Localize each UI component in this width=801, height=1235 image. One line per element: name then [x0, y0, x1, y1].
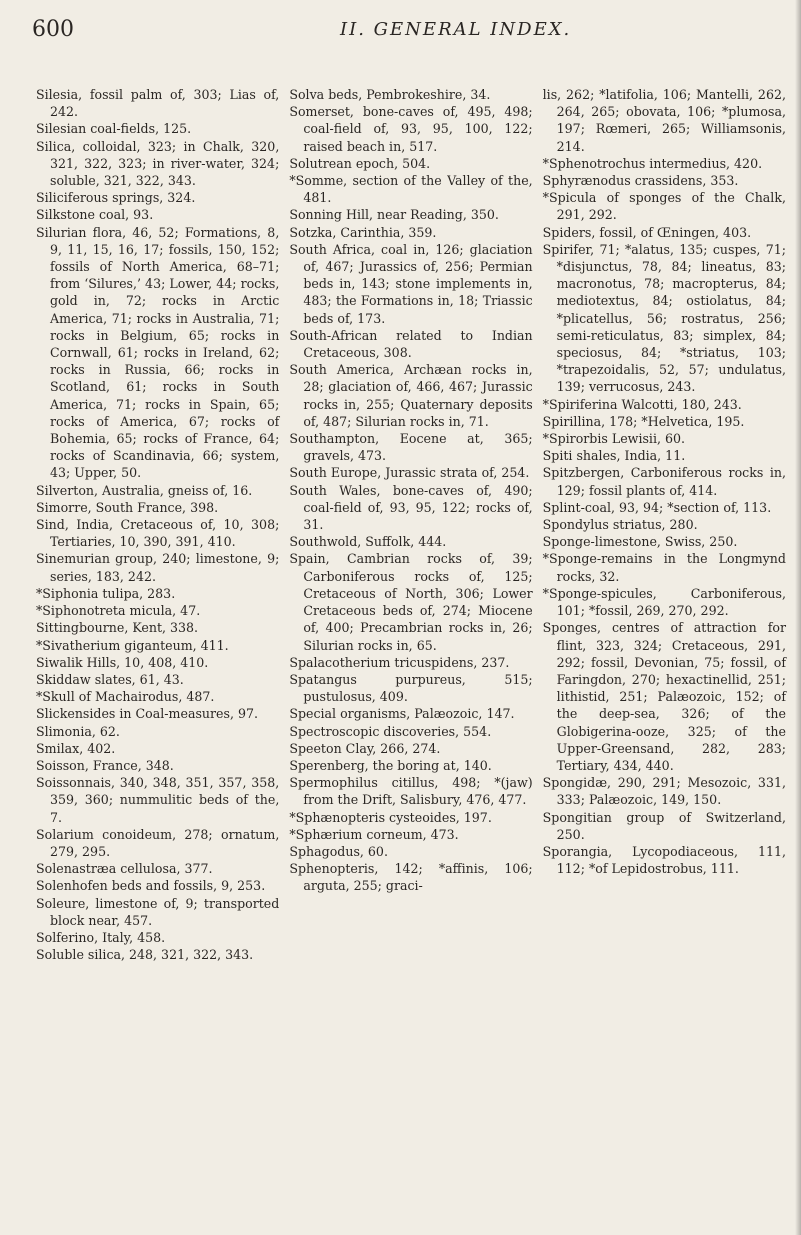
index-entry: South-African related to Indian Cretaceous, 308. [289, 327, 533, 361]
index-entry: *Sponge-remains in the Longmynd rocks, 32. [542, 551, 786, 584]
index-entry: *Somme, section of the Valley of the, 481. [289, 173, 533, 206]
index-entry: Somerset, bone-caves of, 495, 498; coal-field of, 93, 95, 100, 122; raised beach in, 517. [289, 104, 533, 154]
index-entry: South America, Archæan rocks in, 28; glaciation of, 466, 467; Jurassic rocks in, 255; Quaternary deposits of, 487; Silurian rocks in, 71. [289, 362, 533, 429]
running-title: II. GENERAL INDEX. [340, 19, 572, 40]
index-entry: Siwalik Hills, 10, 408, 410. [36, 654, 209, 670]
index-entry: *Spiriferina Walcotti, 180, 243. [542, 396, 742, 412]
index-entry: Sphenopteris, 142; *affinis, 106; arguta, 255; graci- [289, 861, 533, 894]
index-entry: Sphyrænodus crassidens, 353. [542, 173, 739, 189]
index-entry: Spirifer, 71; *alatus, 135; cuspes, 71; *disjunctus, 78, 84; lineatus, 83; macronotus, 78; macropterus, 84; mediotextus, 84; ostiolatus, 84; *plicatellus, 56; rostratus, 256; semi-reticulatus, 83; simplex, 84; speciosus, 84; *striatus, 103; *trapezoidalis, 52, 57; undulatus, 139; verrucosus, 243. [542, 241, 786, 395]
index-entry: Sinemurian group, 240; limestone, 9; series, 183, 242. [36, 551, 280, 584]
index-entry: Solva beds, Pembrokeshire, 34. [289, 87, 491, 102]
index-entry: Solferino, Italy, 458. [36, 929, 166, 945]
index-entry: Solenhofen beds and fossils, 9, 253. [36, 878, 266, 894]
index-column-3 [543, 86, 786, 1206]
index-entry: *Sphærium corneum, 473. [289, 826, 459, 842]
index-entry: Simorre, South France, 398. [36, 499, 219, 515]
index-entry: *Siphonotreta micula, 47. [36, 603, 201, 619]
index-entry: Soluble silica, 248, 321, 322, 343. [36, 947, 254, 963]
index-entry: Spondylus striatus, 280. [542, 517, 698, 533]
index-entry: Spongidæ, 290, 291; Mesozoic, 331, 333; Palæozoic, 149, 150. [542, 775, 786, 808]
index-entry: Spatangus purpureus, 515; pustulosus, 409. [289, 671, 533, 705]
index-entry: Sponge-limestone, Swiss, 250. [542, 534, 738, 550]
index-entry: Smilax, 402. [36, 740, 116, 756]
index-entry: South Africa, coal in, 126; glaciation of, 467; Jurassics of, 256; Permian beds in, 143; stone implements in, 483; the Formations in, 18; Triassic beds of, 173. [289, 241, 533, 326]
index-entry: Spain, Cambrian rocks of, 39; Carboniferous rocks of, 125; Cretaceous of North, 306; Lower Cretaceous beds of, 274; Miocene of, 400; Precambrian rocks in, 26; Silurian rocks in, 65. [289, 551, 533, 653]
index-entry: Spectroscopic discoveries, 554. [289, 723, 492, 739]
index-entry: Silurian flora, 46, 52; Formations, 8, 9, 11, 15, 16, 17; fossils, 150, 152; fossils of North America, 68–71; from ‘Silures,’ 43; Lower, 44; rocks, gold in, 72; rocks in Arctic America, 71; rocks in Australia, 71; rocks in Belgium, 65; rocks in Cornwall, 61; rocks in Ireland, 62; rocks in Russia, 66; rocks in Scotland, 61; rocks in South America, 71; rocks in Spain, 65; rocks of America, 67; rocks of Bohemia, 65; rocks of France, 64; rocks of Scandinavia, 66; system, 43; Upper, 50. [36, 224, 280, 481]
index-entry: Spirillina, 178; *Helvetica, 195. [542, 413, 745, 429]
index-entry: Soleure, limestone of, 9; transported block near, 457. [36, 895, 280, 928]
index-entry: *Sivatherium giganteum, 411. [36, 637, 229, 653]
index-entry: Soisson, France, 348. [36, 757, 174, 773]
index-columns [36, 86, 786, 1206]
index-entry: Speeton Clay, 266, 274. [289, 740, 441, 756]
index-entry: *Siphonia tulipa, 283. [36, 585, 176, 601]
page-edge-shadow [795, 0, 801, 1235]
index-entry: Spongitian group of Switzerland, 250. [542, 809, 786, 842]
index-entry: Sperenberg, the boring at, 140. [289, 757, 492, 773]
index-entry: Spiti shales, India, 11. [542, 448, 686, 464]
index-entry: Silverton, Australia, gneiss of, 16. [36, 482, 253, 498]
index-entry: Sonning Hill, near Reading, 350. [289, 207, 499, 223]
index-entry: Siliciferous springs, 324. [36, 190, 196, 206]
index-entry: Sphagodus, 60. [289, 843, 388, 859]
index-entry: Sporangia, Lycopodiaceous, 111, 112; *of Lepidostrobus, 111. [542, 843, 786, 877]
index-entry: Southampton, Eocene at, 365; gravels, 473. [289, 431, 533, 464]
index-entry: Soissonnais, 340, 348, 351, 357, 358, 359, 360; nummulitic beds of the, 7. [36, 775, 280, 825]
index-entry: *Skull of Machairodus, 487. [36, 689, 215, 705]
index-entry: Sind, India, Cretaceous of, 10, 308; Tertiaries, 10, 390, 391, 410. [36, 517, 280, 550]
index-entry: Splint-coal, 93, 94; *section of, 113. [542, 499, 772, 515]
index-entry: *Spicula of sponges of the Chalk, 291, 292. [542, 190, 786, 223]
index-entry: Sotzka, Carinthia, 359. [289, 224, 437, 240]
index-entry: Spiders, fossil, of Œningen, 403. [542, 224, 752, 240]
index-entry: Silesia, fossil palm of, 303; Lias of, 242. [36, 87, 280, 120]
index-entry: Silica, colloidal, 323; in Chalk, 320, 321, 322, 323; in river-water, 324; soluble, 321, 322, 343. [36, 138, 280, 189]
index-entry: Slimonia, 62. [36, 723, 120, 739]
page-number: 600 [32, 17, 74, 42]
index-entry: Silesian coal-fields, 125. [36, 121, 192, 137]
index-entry: Spalacotherium tricuspidens, 237. [289, 654, 510, 670]
index-entry: Solarium conoideum, 278; ornatum, 279, 295. [36, 826, 280, 859]
index-entry: *Sphænopteris cysteoides, 197. [289, 809, 492, 825]
index-entry: lis, 262; *latifolia, 106; Mantelli, 262, 264, 265; obovata, 106; *plumosa, 197; Rœmeri, 265; Williamsonis, 214. [542, 87, 786, 154]
index-entry: *Sphenotrochus intermedius, 420. [542, 155, 763, 171]
index-entry: South Wales, bone-caves of, 490; coal-field of, 93, 95, 122; rocks of, 31. [289, 482, 533, 533]
index-entry: *Spirorbis Lewisii, 60. [542, 431, 686, 447]
index-entry: Slickensides in Coal-measures, 97. [36, 706, 259, 722]
index-entry: Solenastræa cellulosa, 377. [36, 861, 213, 877]
page-header [0, 15, 801, 55]
index-entry: Special organisms, Palæozoic, 147. [289, 706, 515, 722]
index-entry: Spermophilus citillus, 498; *(jaw) from the Drift, Salisbury, 476, 477. [289, 775, 533, 808]
index-entry: Solutrean epoch, 504. [289, 155, 431, 171]
index-entry: Spitzbergen, Carboniferous rocks in, 129; fossil plants of, 414. [542, 465, 786, 498]
index-entry: Sponges, centres of attraction for flint, 323, 324; Cretaceous, 291, 292; fossil, Devonian, 75; fossil, of Faringdon, 270; hexactinellid, 251; lithistid, 251; Palæozoic, 152; of the deep-sea, 326; of the Globigerina-ooze, 325; of the Upper-Greensand, 282, 283; Tertiary, 434, 440. [542, 620, 786, 773]
index-column-2 [289, 86, 532, 1206]
index-entry: Southwold, Suffolk, 444. [289, 534, 447, 550]
index-entry: South Europe, Jurassic strata of, 254. [289, 465, 530, 481]
index-column-1 [36, 86, 279, 1206]
index-entry: *Sponge-spicules, Carboniferous, 101; *fossil, 269, 270, 292. [542, 585, 786, 619]
index-entry: Silkstone coal, 93. [36, 207, 154, 223]
index-entry: Sittingbourne, Kent, 338. [36, 620, 199, 636]
index-entry: Skiddaw slates, 61, 43. [36, 671, 184, 687]
